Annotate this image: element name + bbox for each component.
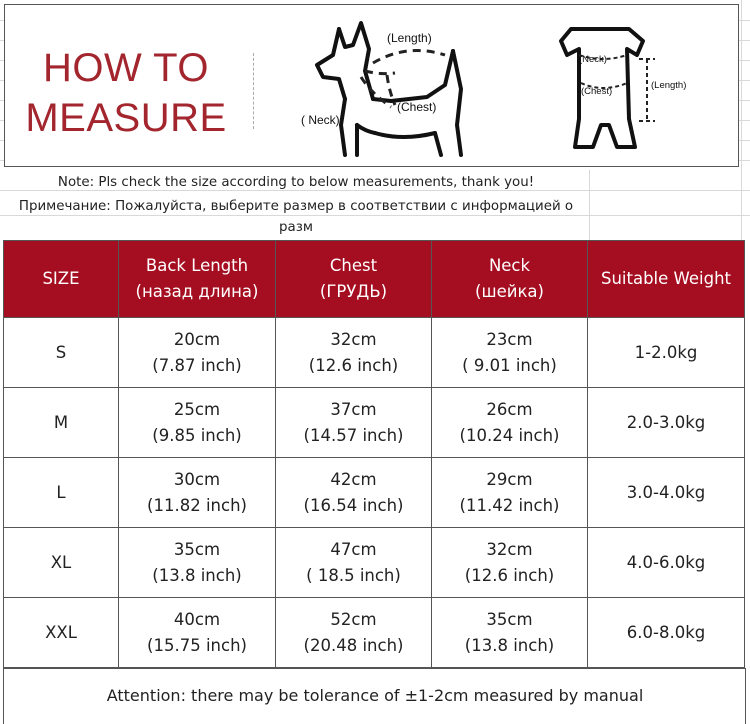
neck-cell: 26cm (10.24 inch) <box>432 388 588 458</box>
size-chart-table <box>3 240 745 668</box>
table-row <box>4 528 745 598</box>
neck-cell: 23cm ( 9.01 inch) <box>432 318 588 388</box>
back-length-cell: 35cm (13.8 inch) <box>119 528 276 598</box>
table-row <box>4 458 745 528</box>
header-size: SIZE <box>4 241 119 318</box>
dog-length-label: (Length) <box>387 31 432 45</box>
chest-cell: 52cm (20.48 inch) <box>276 598 432 668</box>
table-row <box>4 598 745 668</box>
banner-title <box>5 43 247 143</box>
neck-cell: 32cm (12.6 inch) <box>432 528 588 598</box>
size-cell: XL <box>4 528 119 598</box>
shirt-chest-label: (Chest) <box>581 86 613 97</box>
chest-cell: 37cm (14.57 inch) <box>276 388 432 458</box>
size-cell: M <box>4 388 119 458</box>
header-back-length: Back Length (назад длина) <box>119 241 276 318</box>
back-length-cell: 20cm (7.87 inch) <box>119 318 276 388</box>
chest-cell: 47cm ( 18.5 inch) <box>276 528 432 598</box>
size-cell: XXL <box>4 598 119 668</box>
chest-cell: 32cm (12.6 inch) <box>276 318 432 388</box>
grid-line <box>0 190 750 191</box>
header-suitable-weight: Suitable Weight <box>588 241 745 318</box>
weight-cell: 2.0-3.0kg <box>588 388 745 458</box>
size-cell: S <box>4 318 119 388</box>
table-row <box>4 318 745 388</box>
neck-cell: 29cm (11.42 inch) <box>432 458 588 528</box>
attention-note: Attention: there may be tolerance of ±1-2cm measured by manual <box>106 686 644 705</box>
banner-divider <box>253 53 254 129</box>
shirt-length-label: (Length) <box>651 80 687 91</box>
back-length-cell: 30cm (11.82 inch) <box>119 458 276 528</box>
how-to-measure-banner <box>4 4 739 167</box>
grid-line <box>741 0 742 240</box>
chest-cell: 42cm (16.54 inch) <box>276 458 432 528</box>
note-english: Note: Pls check the size according to below measurements, thank you! <box>57 175 535 190</box>
weight-cell: 6.0-8.0kg <box>588 598 745 668</box>
banner-title-line2: MEASURE <box>25 96 227 140</box>
neck-cell: 35cm (13.8 inch) <box>432 598 588 668</box>
dog-neck-label: ( Neck) <box>301 113 340 127</box>
note-russian-line1: Примечание: Пожалуйста, выберите размер в соответствии с информацией о разм <box>18 199 574 235</box>
header-chest: Chest (ГРУДЬ) <box>276 241 432 318</box>
dog-chest-label: (Chest) <box>397 100 437 114</box>
shirt-neck-label: (Neck) <box>579 54 607 65</box>
weight-cell: 4.0-6.0kg <box>588 528 745 598</box>
weight-cell: 1-2.0kg <box>588 318 745 388</box>
weight-cell: 3.0-4.0kg <box>588 458 745 528</box>
header-neck: Neck (шейка) <box>432 241 588 318</box>
size-cell: L <box>4 458 119 528</box>
back-length-cell: 40cm (15.75 inch) <box>119 598 276 668</box>
banner-title-line1: HOW TO <box>43 46 209 90</box>
back-length-cell: 25cm (9.85 inch) <box>119 388 276 458</box>
table-header-row <box>4 241 745 318</box>
table-row <box>4 388 745 458</box>
